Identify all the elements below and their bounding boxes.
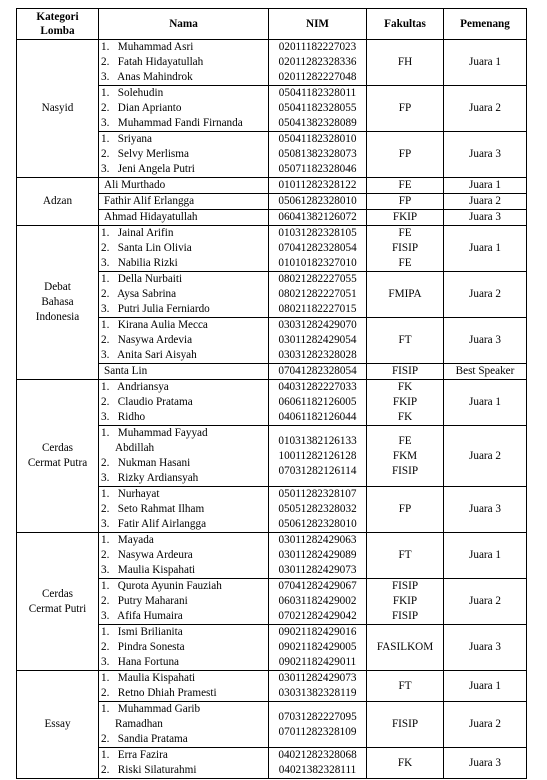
member-name: 2. Nasywa Ardeura bbox=[101, 549, 193, 561]
fakultas-cell bbox=[367, 579, 444, 625]
nim-value: 03011282429054 bbox=[278, 334, 357, 346]
category-word: Debat bbox=[44, 281, 71, 293]
fakultas-value: FE bbox=[398, 179, 412, 191]
member-number: 1. bbox=[101, 41, 110, 53]
names-cell bbox=[99, 487, 269, 533]
nim-value: 07041282429067 bbox=[278, 580, 357, 592]
member-name: Fathir Alif Erlangga bbox=[104, 195, 195, 207]
nim-cell bbox=[269, 226, 367, 272]
nim-value: 03011282429073 bbox=[278, 564, 357, 576]
member-name: 2. Aysa Sabrina bbox=[101, 288, 177, 300]
pemenang-cell: Juara 2 bbox=[444, 86, 527, 132]
member-number: 2. bbox=[101, 334, 110, 346]
member-name: 2. Selvy Merlisma bbox=[101, 148, 189, 160]
category-cell: Adzan bbox=[17, 178, 99, 226]
fakultas-cell bbox=[367, 625, 444, 671]
member-number: 1. bbox=[101, 703, 110, 715]
nim-cell bbox=[269, 178, 367, 194]
member-number: 2. bbox=[101, 102, 110, 114]
fakultas-value: FT bbox=[398, 549, 412, 561]
member-name: 2. Santa Lin Olivia bbox=[101, 242, 192, 254]
member-name: 2. Claudio Pratama bbox=[101, 396, 193, 408]
member-number: 2. bbox=[101, 288, 110, 300]
pemenang-cell: Juara 2 bbox=[444, 272, 527, 318]
member-name: 3. Putri Julia Ferniardo bbox=[101, 303, 210, 315]
member-name: 3. Anas Mahindrok bbox=[101, 71, 193, 83]
winners-table bbox=[16, 8, 527, 779]
nim-cell bbox=[269, 625, 367, 671]
nim-value: 04021282328068 bbox=[278, 749, 357, 761]
fakultas-value: FT bbox=[398, 334, 412, 346]
nim-value: 02011282328336 bbox=[278, 56, 357, 68]
category-cell: Essay bbox=[17, 671, 99, 779]
category-word: Cerdas bbox=[41, 587, 74, 600]
names-cell bbox=[99, 272, 269, 318]
member-name: 1. Muhammad Garib bbox=[101, 703, 201, 715]
nim-value: 02011182227023 bbox=[278, 41, 357, 53]
member-name: 3. Rizky Ardiansyah bbox=[101, 472, 199, 484]
fakultas-value: FH bbox=[397, 56, 413, 68]
names-cell bbox=[99, 579, 269, 625]
table-row bbox=[17, 380, 527, 426]
member-name: 3. Hana Fortuna bbox=[101, 656, 180, 668]
table-row bbox=[17, 40, 527, 86]
nim-cell bbox=[269, 380, 367, 426]
fakultas-value: FP bbox=[398, 195, 412, 207]
nim-value: 03011282429073 bbox=[278, 672, 357, 684]
names-cell bbox=[99, 533, 269, 579]
member-name: 2. Dian Aprianto bbox=[101, 102, 182, 114]
pemenang-cell: Juara 3 bbox=[444, 625, 527, 671]
header-nama: Nama bbox=[99, 9, 269, 40]
nim-value: 08021182227015 bbox=[278, 303, 357, 315]
member-name: 2. Putry Maharani bbox=[101, 595, 188, 607]
member-number: 1. bbox=[101, 319, 110, 331]
fakultas-value: FKM bbox=[392, 449, 418, 462]
nim-cell bbox=[269, 702, 367, 748]
nim-value: 05041182328010 bbox=[278, 133, 357, 145]
nim-cell bbox=[269, 132, 367, 178]
names-cell bbox=[99, 226, 269, 272]
nim-value: 01011282328122 bbox=[278, 179, 357, 191]
fakultas-value: FP bbox=[398, 148, 412, 160]
nim-value: 04021382328111 bbox=[278, 764, 357, 776]
nim-value: 05071182328046 bbox=[278, 163, 357, 175]
fakultas-value: FISIP bbox=[391, 464, 419, 477]
nim-value: 05051282328032 bbox=[278, 503, 357, 515]
member-name: Santa Lin bbox=[104, 365, 148, 377]
member-name: 3. Afifa Humaira bbox=[101, 610, 183, 622]
fakultas-cell bbox=[367, 86, 444, 132]
nim-value: 07021282429042 bbox=[278, 610, 357, 622]
member-number: 2. bbox=[101, 641, 110, 653]
member-name: Ali Murthado bbox=[104, 179, 166, 191]
member-name: 3. Anita Sari Aisyah bbox=[101, 349, 197, 361]
member-name: 1. Nurhayat bbox=[101, 488, 160, 500]
header-kategori: Kategori Lomba bbox=[17, 9, 99, 40]
category-word: Bahasa bbox=[41, 296, 74, 308]
fakultas-cell bbox=[367, 178, 444, 194]
nim-value: 02011282227048 bbox=[278, 71, 357, 83]
fakultas-value: FE bbox=[398, 434, 412, 447]
nim-value: 04031282227033 bbox=[278, 381, 357, 393]
names-cell bbox=[99, 748, 269, 779]
fakultas-cell bbox=[367, 318, 444, 364]
member-number: 1. bbox=[101, 381, 110, 393]
nim-value: 06031182429002 bbox=[278, 595, 357, 607]
member-number: 2. bbox=[101, 148, 110, 160]
table-row bbox=[17, 226, 527, 272]
nim-value: 05081382328073 bbox=[278, 148, 357, 160]
member-name: 1. Mayada bbox=[101, 534, 154, 546]
member-number: 2. bbox=[101, 733, 110, 745]
fakultas-cell bbox=[367, 426, 444, 487]
member-number: 3. bbox=[101, 117, 110, 129]
category-word: Indonesia bbox=[35, 311, 80, 323]
names-cell bbox=[99, 426, 269, 487]
category-word: Cerdas bbox=[41, 442, 74, 454]
member-number: 3. bbox=[101, 349, 110, 361]
pemenang-cell: Juara 1 bbox=[444, 671, 527, 702]
fakultas-cell bbox=[367, 364, 444, 380]
table-row bbox=[17, 178, 527, 194]
member-name: 2. Nukman Hasani bbox=[101, 457, 191, 469]
fakultas-cell bbox=[367, 671, 444, 702]
member-number: 3. bbox=[101, 564, 110, 576]
nim-cell bbox=[269, 40, 367, 86]
pemenang-cell: Juara 3 bbox=[444, 318, 527, 364]
member-number: 3. bbox=[101, 518, 110, 530]
member-name: 3. Muhammad Fandi Firnanda bbox=[101, 117, 243, 129]
nim-cell bbox=[269, 487, 367, 533]
member-number: 1. bbox=[101, 227, 110, 239]
fakultas-value: FMIPA bbox=[388, 288, 422, 300]
nim-value: 07011282328109 bbox=[278, 725, 357, 738]
member-name: 1. Andriansya bbox=[101, 381, 169, 393]
fakultas-value: FT bbox=[398, 679, 412, 692]
nim-value: 05041182328055 bbox=[278, 102, 357, 114]
nim-cell bbox=[269, 748, 367, 779]
fakultas-value: FKIP bbox=[392, 595, 418, 607]
nim-value: 06061182126005 bbox=[278, 396, 357, 408]
nim-cell bbox=[269, 194, 367, 210]
fakultas-value: FE bbox=[398, 227, 412, 239]
names-cell bbox=[99, 702, 269, 748]
fakultas-cell bbox=[367, 194, 444, 210]
nim-value: 01031382126133 bbox=[278, 434, 357, 447]
fakultas-value: FK bbox=[397, 756, 413, 769]
member-number: 3. bbox=[101, 303, 110, 315]
member-number: 1. bbox=[101, 534, 110, 546]
member-number: 2. bbox=[101, 56, 110, 68]
member-number: 2. bbox=[101, 242, 110, 254]
nim-cell bbox=[269, 426, 367, 487]
names-cell bbox=[99, 194, 269, 210]
pemenang-cell: Juara 2 bbox=[444, 579, 527, 625]
fakultas-value: FISIP bbox=[391, 718, 419, 730]
member-number: 1. bbox=[101, 749, 110, 761]
nim-value: 09021182429011 bbox=[278, 656, 357, 668]
member-number: 2. bbox=[101, 764, 110, 776]
nim-cell bbox=[269, 671, 367, 702]
member-name: 2. Fatah Hidayatullah bbox=[101, 56, 204, 68]
member-name: 2. Seto Rahmat Ilham bbox=[101, 503, 205, 515]
member-number: 3. bbox=[101, 257, 110, 269]
member-number: 2. bbox=[101, 457, 110, 469]
category-cell bbox=[17, 226, 99, 380]
names-cell bbox=[99, 380, 269, 426]
table-row bbox=[17, 671, 527, 702]
fakultas-cell bbox=[367, 272, 444, 318]
names-cell bbox=[99, 671, 269, 702]
fakultas-value: FISIP bbox=[391, 580, 419, 592]
member-name: 1. Kirana Aulia Mecca bbox=[101, 319, 208, 331]
member-number: 2. bbox=[101, 595, 110, 607]
nim-cell bbox=[269, 364, 367, 380]
pemenang-cell: Juara 1 bbox=[444, 178, 527, 194]
names-cell bbox=[99, 318, 269, 364]
nim-value: 07031282227095 bbox=[278, 710, 357, 723]
fakultas-value: FE bbox=[398, 257, 412, 269]
names-cell bbox=[99, 625, 269, 671]
member-number: 1. bbox=[101, 273, 110, 285]
pemenang-cell: Juara 3 bbox=[444, 748, 527, 779]
fakultas-cell bbox=[367, 748, 444, 779]
member-name: 3. Maulia Kispahati bbox=[101, 564, 196, 576]
member-name-continued: Abdillah bbox=[115, 442, 155, 454]
nim-cell bbox=[269, 579, 367, 625]
header-fakultas: Fakultas bbox=[367, 9, 444, 40]
nim-value: 07041282328054 bbox=[278, 365, 357, 377]
fakultas-value: FP bbox=[398, 102, 412, 114]
fakultas-value: FK bbox=[397, 381, 413, 393]
member-name: 1. Muhammad Fayyad bbox=[101, 427, 208, 439]
category-cell bbox=[17, 380, 99, 533]
nim-value: 01031282328105 bbox=[278, 227, 357, 239]
fakultas-value: FKIP bbox=[392, 396, 418, 408]
nim-cell bbox=[269, 272, 367, 318]
nim-value: 07031282126114 bbox=[278, 464, 357, 477]
nim-cell bbox=[269, 86, 367, 132]
member-name: 1. Ismi Brilianita bbox=[101, 626, 183, 638]
pemenang-cell: Juara 1 bbox=[444, 380, 527, 426]
member-name: 3. Ridho bbox=[101, 411, 146, 423]
category-word: Cermat Putri bbox=[28, 602, 87, 615]
pemenang-cell: Juara 3 bbox=[444, 210, 527, 226]
nim-value: 08021282227051 bbox=[278, 288, 357, 300]
pemenang-cell: Juara 1 bbox=[444, 226, 527, 272]
member-number: 1. bbox=[101, 672, 110, 684]
nim-value: 09021182429016 bbox=[278, 626, 357, 638]
fakultas-value: FISIP bbox=[391, 242, 419, 254]
category-cell bbox=[17, 533, 99, 671]
member-number: 2. bbox=[101, 396, 110, 408]
member-name: 2. Sandia Pratama bbox=[101, 733, 188, 745]
member-number: 3. bbox=[101, 411, 110, 423]
member-name: 1. Della Nurbaiti bbox=[101, 273, 183, 285]
names-cell bbox=[99, 178, 269, 194]
fakultas-value: FP bbox=[398, 503, 412, 515]
table-row bbox=[17, 533, 527, 579]
pemenang-cell: Best Speaker bbox=[444, 364, 527, 380]
pemenang-cell: Juara 1 bbox=[444, 40, 527, 86]
fakultas-value: FK bbox=[397, 411, 413, 423]
nim-value: 05061282328010 bbox=[278, 195, 357, 207]
pemenang-cell: Juara 3 bbox=[444, 487, 527, 533]
fakultas-cell bbox=[367, 132, 444, 178]
nim-value: 08021282227055 bbox=[278, 273, 357, 285]
nim-cell bbox=[269, 210, 367, 226]
fakultas-cell bbox=[367, 210, 444, 226]
member-name: Ahmad Hidayatullah bbox=[104, 211, 198, 223]
member-number: 1. bbox=[101, 626, 110, 638]
fakultas-cell bbox=[367, 40, 444, 86]
names-cell bbox=[99, 40, 269, 86]
member-name: 2. Nasywa Ardevia bbox=[101, 334, 193, 346]
fakultas-cell bbox=[367, 533, 444, 579]
member-number: 2. bbox=[101, 687, 110, 699]
nim-value: 03031282328028 bbox=[278, 349, 357, 361]
member-name: 2. Retno Dhiah Pramesti bbox=[101, 687, 217, 699]
document-page bbox=[16, 8, 526, 779]
nim-value: 05041182328011 bbox=[278, 87, 357, 99]
member-number: 1. bbox=[101, 133, 110, 145]
member-name: 3. Fatir Alif Airlangga bbox=[101, 518, 207, 530]
nim-value: 03031282429070 bbox=[278, 319, 357, 331]
nim-value: 10011282126128 bbox=[278, 449, 357, 462]
nim-value: 05011282328107 bbox=[278, 488, 357, 500]
member-name: 1. Solehudin bbox=[101, 87, 164, 99]
fakultas-cell bbox=[367, 702, 444, 748]
nim-value: 01010182327010 bbox=[278, 257, 357, 269]
member-number: 3. bbox=[101, 163, 110, 175]
nim-value: 06041382126072 bbox=[278, 211, 357, 223]
member-number: 1. bbox=[101, 580, 110, 592]
fakultas-value: FISIP bbox=[391, 610, 419, 622]
fakultas-value: FKIP bbox=[392, 211, 418, 223]
category-word: Cermat Putra bbox=[27, 457, 88, 469]
member-name: 1. Erra Fazira bbox=[101, 749, 168, 761]
member-name: 1. Jainal Arifin bbox=[101, 227, 174, 239]
nim-value: 03011282429089 bbox=[278, 549, 357, 561]
member-name: 1. Sriyana bbox=[101, 133, 152, 145]
table-body bbox=[17, 40, 527, 779]
member-name: 3. Nabilia Rizki bbox=[101, 257, 178, 269]
pemenang-cell: Juara 1 bbox=[444, 533, 527, 579]
fakultas-value: FISIP bbox=[391, 365, 419, 377]
category-cell: Nasyid bbox=[17, 40, 99, 178]
names-cell bbox=[99, 210, 269, 226]
nim-cell bbox=[269, 533, 367, 579]
member-number: 2. bbox=[101, 503, 110, 515]
nim-value: 05061282328010 bbox=[278, 518, 357, 530]
member-number: 3. bbox=[101, 610, 110, 622]
names-cell bbox=[99, 86, 269, 132]
member-number: 2. bbox=[101, 549, 110, 561]
member-number: 1. bbox=[101, 488, 110, 500]
member-name: 1. Qurota Ayunin Fauziah bbox=[101, 580, 222, 592]
member-name: 1. Maulia Kispahati bbox=[101, 672, 196, 684]
nim-value: 07041282328054 bbox=[278, 242, 357, 254]
member-number: 3. bbox=[101, 656, 110, 668]
nim-cell bbox=[269, 318, 367, 364]
nim-value: 05041382328089 bbox=[278, 117, 357, 129]
fakultas-cell bbox=[367, 226, 444, 272]
fakultas-cell bbox=[367, 487, 444, 533]
member-number: 1. bbox=[101, 87, 110, 99]
pemenang-cell: Juara 2 bbox=[444, 194, 527, 210]
member-name: 1. Muhammad Asri bbox=[101, 41, 194, 53]
member-number: 3. bbox=[101, 472, 110, 484]
header-pemenang: Pemenang bbox=[444, 9, 527, 40]
member-name: 2. Riski Silaturahmi bbox=[101, 764, 197, 776]
pemenang-cell: Juara 2 bbox=[444, 426, 527, 487]
member-number: 3. bbox=[101, 71, 110, 83]
fakultas-cell bbox=[367, 380, 444, 426]
member-name: 2. Pindra Sonesta bbox=[101, 641, 185, 653]
fakultas-value: FASILKOM bbox=[376, 641, 434, 653]
pemenang-cell: Juara 3 bbox=[444, 132, 527, 178]
table-header-row bbox=[17, 9, 527, 40]
names-cell bbox=[99, 132, 269, 178]
header-nim: NIM bbox=[269, 9, 367, 40]
pemenang-cell: Juara 2 bbox=[444, 702, 527, 748]
member-name-continued: Ramadhan bbox=[115, 718, 163, 730]
names-cell bbox=[99, 364, 269, 380]
nim-value: 09021182429005 bbox=[278, 641, 357, 653]
member-name: 3. Jeni Angela Putri bbox=[101, 163, 195, 175]
nim-value: 04061182126044 bbox=[278, 411, 357, 423]
nim-value: 03031382328119 bbox=[278, 687, 357, 699]
nim-value: 03011282429063 bbox=[278, 534, 357, 546]
member-number: 1. bbox=[101, 427, 110, 439]
